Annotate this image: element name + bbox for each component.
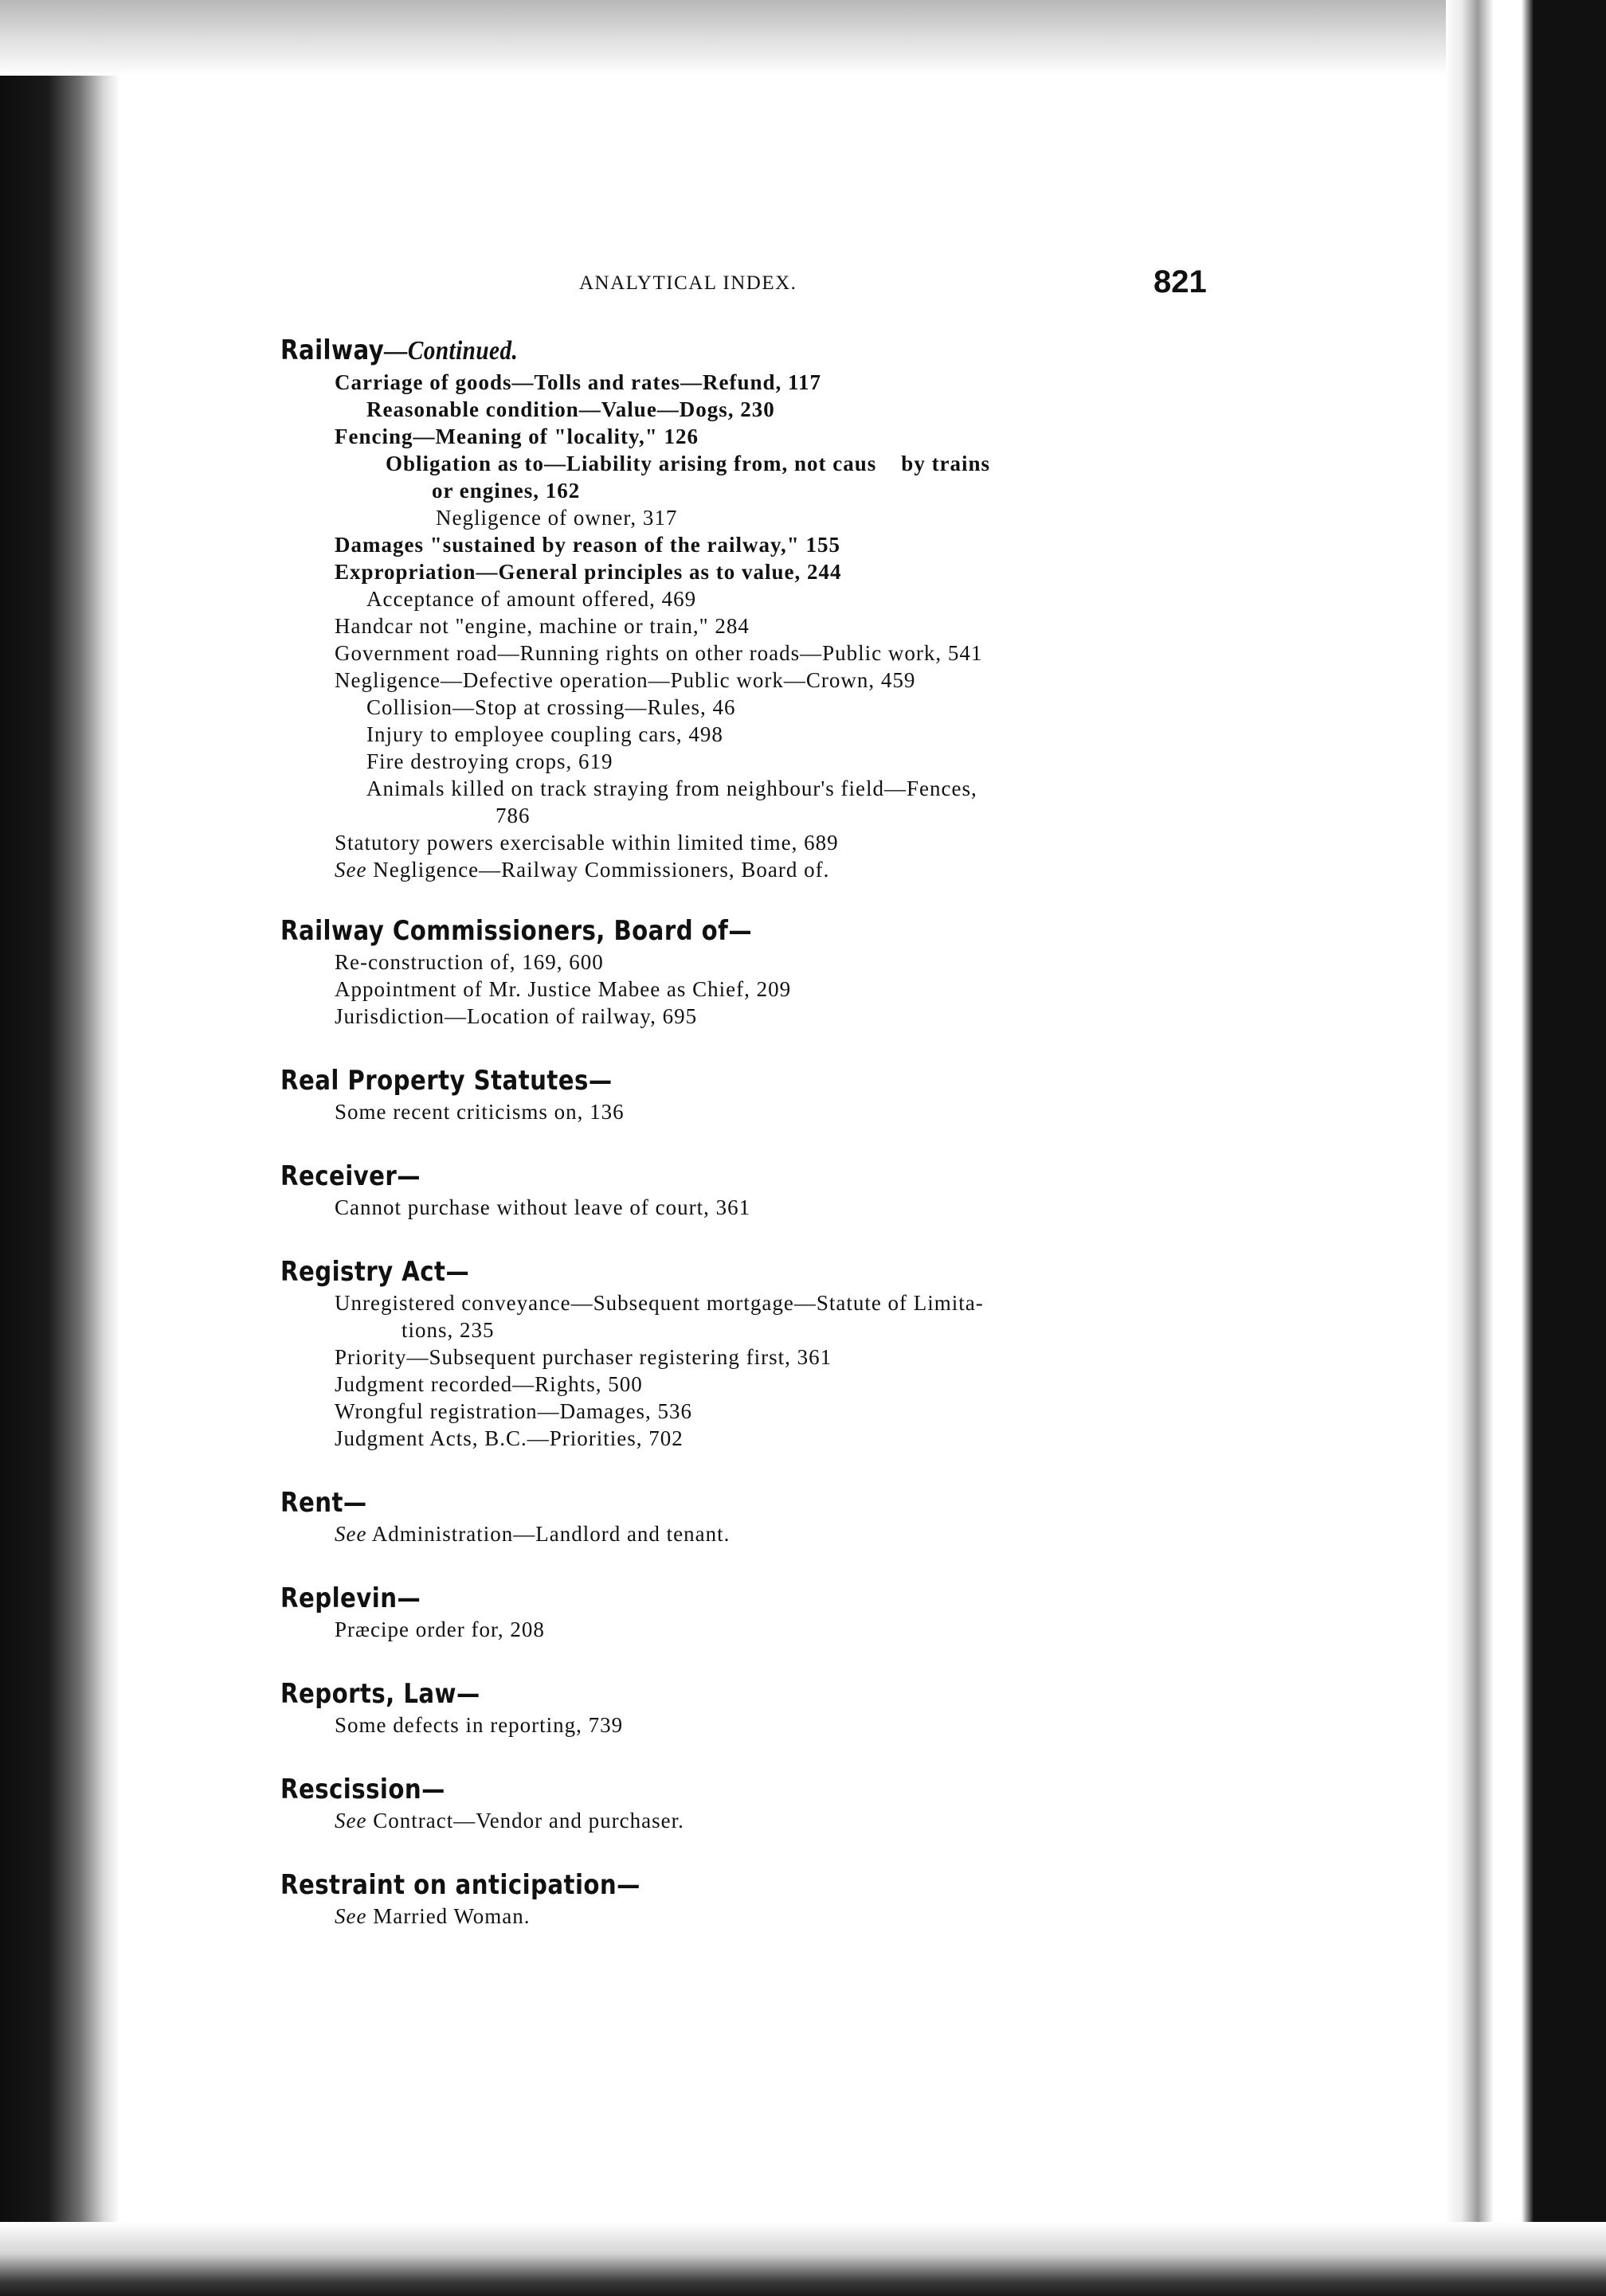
see-label: See <box>335 1522 367 1546</box>
index-entry-receiver <box>280 1159 1220 1221</box>
entry-heading: Rescission— <box>280 1774 445 1805</box>
entry-heading: Reports, Law— <box>280 1678 480 1710</box>
scan-shadow-top <box>0 0 1606 76</box>
index-entry-rescission <box>280 1772 1220 1834</box>
sub-entry: Judgment Acts, B.C.—Priorities, 702 <box>335 1426 684 1450</box>
sub-entry: Negligence of owner, 317 <box>436 506 678 530</box>
sub-entry: Fire destroying crops, 619 <box>366 749 613 773</box>
sub-entry: Re-construction of, 169, 600 <box>335 950 604 974</box>
index-entry-railway-commissioners <box>280 913 1220 1030</box>
page-number: 821 <box>1154 264 1207 299</box>
sub-entry: 786 <box>496 804 531 827</box>
sub-entry: Collision—Stop at crossing—Rules, 46 <box>366 695 736 719</box>
scan-shadow-bottom <box>0 2222 1606 2296</box>
see-also <box>280 856 1220 883</box>
sub-entry: tions, 235 <box>402 1318 495 1342</box>
sub-entry: Expropriation—General principles as to value, 244 <box>335 560 842 584</box>
see-target: Married Woman. <box>373 1904 531 1928</box>
sub-entry: Acceptance of amount offered, 469 <box>366 587 697 611</box>
index-entry-reports-law <box>280 1676 1220 1739</box>
entry-heading <box>280 333 1089 369</box>
sub-entry: Unregistered conveyance—Subsequent mortgage—Statute of Limita- <box>335 1291 984 1315</box>
analytical-index <box>280 333 1220 1963</box>
sub-entry: Reasonable condition—Value—Dogs, 230 <box>366 397 775 421</box>
entry-heading: Railway Commissioners, Board of— <box>280 915 753 947</box>
see-target: Negligence—Railway Commissioners, Board of. <box>373 858 830 882</box>
heading-text: Railway <box>280 334 385 366</box>
sub-entry: Negligence—Defective operation—Public work—Crown, 459 <box>335 668 916 692</box>
sub-entry: or engines, 162 <box>432 479 581 503</box>
see-also <box>280 1807 1220 1834</box>
see-label: See <box>335 1809 367 1832</box>
see-also <box>280 1520 1220 1547</box>
see-target: Contract—Vendor and purchaser. <box>373 1809 684 1832</box>
index-entry-real-property <box>280 1063 1220 1125</box>
sub-entry: Judgment recorded—Rights, 500 <box>335 1372 643 1396</box>
see-target: Administration—Landlord and tenant. <box>371 1522 731 1546</box>
entry-heading: Receiver— <box>280 1160 421 1192</box>
sub-entry: Animals killed on track straying from neighbour's field—Fences, <box>366 776 977 800</box>
sub-entry: Cannot purchase without leave of court, 361 <box>335 1195 751 1219</box>
sub-entry: Fencing—Meaning of "locality," 126 <box>335 424 699 448</box>
sub-entry: Injury to employee coupling cars, 498 <box>366 722 723 746</box>
index-entry-railway <box>280 333 1220 883</box>
continued-label: —Continued. <box>384 336 519 366</box>
scan-shadow-left <box>0 0 119 2296</box>
see-label: See <box>335 858 367 882</box>
entry-heading: Restraint on anticipation— <box>280 1869 640 1901</box>
index-entry-replevin <box>280 1581 1220 1643</box>
index-entry-restraint <box>280 1868 1220 1930</box>
sub-entry: Priority—Subsequent purchaser registering first, 361 <box>335 1345 832 1369</box>
entry-heading: Registry Act— <box>280 1256 470 1288</box>
sub-entry: Handcar not "engine, machine or train," 284 <box>335 614 750 638</box>
sub-entry: Wrongful registration—Damages, 536 <box>335 1399 693 1423</box>
see-label: See <box>335 1904 367 1928</box>
sub-entry: Government road—Running rights on other roads—Public work, 541 <box>335 641 983 665</box>
index-entry-registry-act <box>280 1254 1220 1452</box>
sub-entry: Damages "sustained by reason of the railway," 155 <box>335 533 840 557</box>
sub-entry: Præcipe order for, 208 <box>335 1617 545 1641</box>
scan-shadow-right <box>1446 0 1606 2296</box>
entry-heading: Rent— <box>280 1487 367 1519</box>
sub-entry: Carriage of goods—Tolls and rates—Refund, 117 <box>335 370 822 394</box>
sub-entry: Jurisdiction—Location of railway, 695 <box>335 1004 698 1028</box>
sub-entry: Appointment of Mr. Justice Mabee as Chief, 209 <box>335 977 792 1001</box>
sub-entry: Obligation as to—Liability arising from, not caus by trains <box>386 452 991 475</box>
sub-entry: Statutory powers exercisable within limited time, 689 <box>335 831 839 855</box>
entry-heading: Replevin— <box>280 1582 421 1614</box>
entry-heading: Real Property Statutes— <box>280 1065 613 1097</box>
sub-entry: Some defects in reporting, 739 <box>335 1713 624 1737</box>
see-also <box>280 1903 1220 1930</box>
index-entry-rent <box>280 1485 1220 1547</box>
running-head: ANALYTICAL INDEX. <box>579 272 797 294</box>
sub-entry: Some recent criticisms on, 136 <box>335 1100 625 1124</box>
